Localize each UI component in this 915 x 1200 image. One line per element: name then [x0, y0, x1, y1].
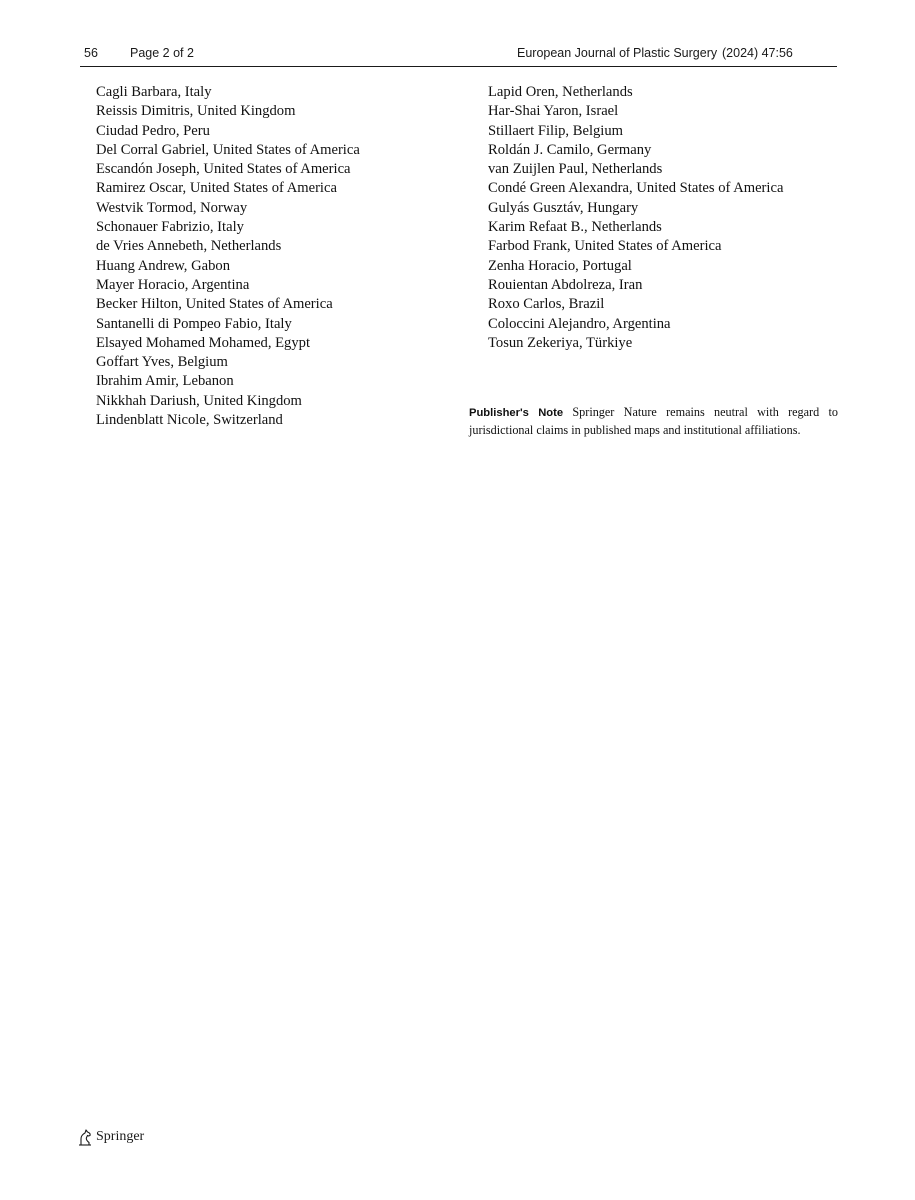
affiliation-entry: Cagli Barbara, Italy	[96, 84, 212, 100]
running-header	[80, 44, 836, 64]
journal-volume: (2024) 47:56	[722, 46, 793, 60]
springer-brand: Springer	[96, 1129, 145, 1144]
affiliation-entry: Del Corral Gabriel, United States of America	[96, 141, 360, 158]
affiliation-entry: Coloccini Alejandro, Argentina	[488, 315, 671, 332]
affiliation-entry: Ramirez Oscar, United States of America	[96, 180, 337, 197]
affiliation-entry: Huang Andrew, Gabon	[96, 257, 231, 274]
footer	[78, 1126, 144, 1148]
publisher-note-text: Springer Nature remains neutral with regard to jurisdictional claims in published maps and institutional affiliations.	[469, 405, 838, 437]
affiliation-entry: Becker Hilton, United States of America	[96, 296, 333, 313]
affiliation-entry: Condé Green Alexandra, United States of America	[488, 180, 784, 197]
affiliation-entry: Westvik Tormod, Norway	[96, 199, 248, 216]
publisher-note-label: Publisher's Note	[469, 407, 564, 419]
affiliation-entry: Farbod Frank, United States of America	[488, 238, 722, 255]
affiliation-entry: Ibrahim Amir, Lebanon	[96, 373, 234, 390]
affiliation-entry: Lapid Oren, Netherlands	[488, 84, 633, 100]
affiliation-entry: Gulyás Gusztáv, Hungary	[488, 199, 639, 216]
affiliation-entry: Reissis Dimitris, United Kingdom	[96, 103, 296, 120]
affiliation-entry: Stillaert Filip, Belgium	[488, 122, 623, 139]
affiliation-entry: Nikkhah Dariush, United Kingdom	[96, 392, 302, 409]
affiliation-entry: Rouientan Abdolreza, Iran	[488, 276, 643, 293]
publisher-note	[469, 404, 838, 438]
affiliation-entry: Har-Shai Yaron, Israel	[488, 103, 619, 120]
affiliation-entry: Schonauer Fabrizio, Italy	[96, 219, 244, 236]
affiliation-entry: Mayer Horacio, Argentina	[96, 276, 250, 293]
affiliation-entry: de Vries Annebeth, Netherlands	[96, 238, 282, 255]
affiliation-entry: Karim Refaat B., Netherlands	[488, 219, 662, 236]
affiliation-entry: Roldán J. Camilo, Germany	[488, 141, 652, 158]
affiliation-entry: Elsayed Mohamed Mohamed, Egypt	[96, 334, 310, 351]
affiliation-entry: Roxo Carlos, Brazil	[488, 296, 605, 313]
affiliation-entry: Lindenblatt Nicole, Switzerland	[96, 412, 283, 429]
right-name-list	[488, 83, 783, 353]
left-name-list	[96, 83, 360, 430]
journal-title: European Journal of Plastic Surgery	[517, 46, 718, 60]
header-divider	[80, 66, 837, 67]
page-number: 56	[84, 46, 98, 60]
affiliation-entry: Tosun Zekeriya, Türkiye	[488, 334, 633, 351]
affiliation-entry: Santanelli di Pompeo Fabio, Italy	[96, 315, 292, 332]
affiliation-entry: Escandón Joseph, United States of America	[96, 161, 351, 178]
affiliation-entry: Ciudad Pedro, Peru	[96, 122, 210, 139]
page-of-label: Page 2 of 2	[130, 46, 194, 60]
affiliation-entry: Zenha Horacio, Portugal	[488, 257, 632, 274]
springer-horse-icon	[78, 1128, 92, 1146]
affiliation-entry: van Zuijlen Paul, Netherlands	[488, 161, 663, 178]
affiliation-entry: Goffart Yves, Belgium	[96, 354, 228, 371]
